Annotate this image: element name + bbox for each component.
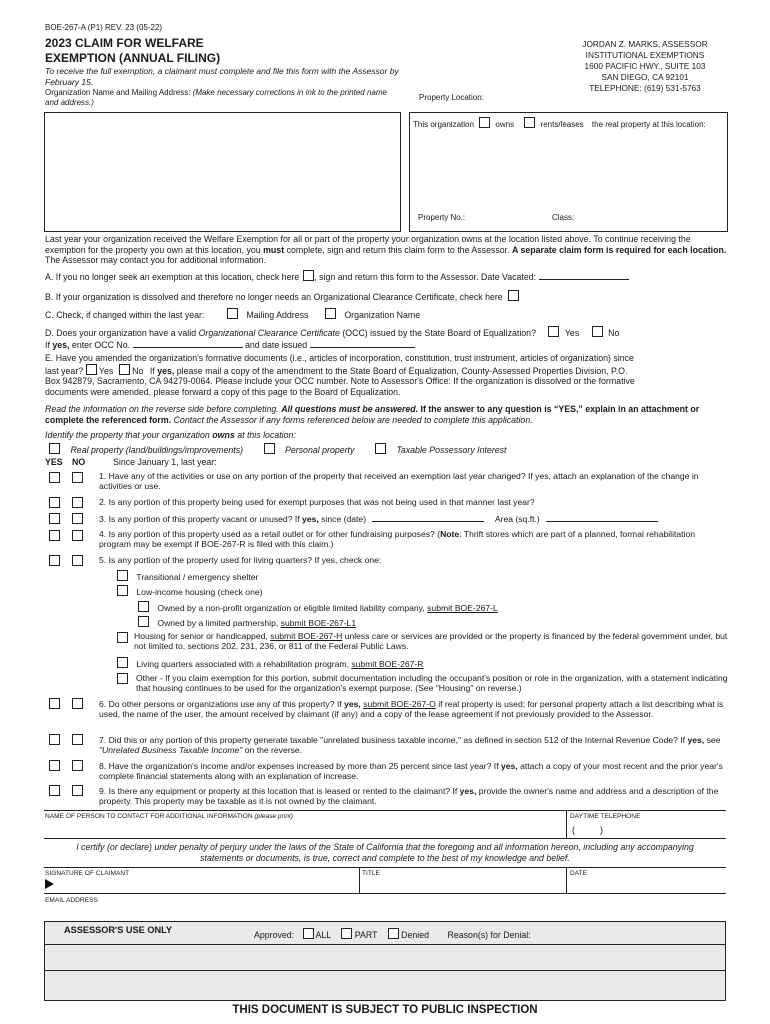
personal-property-label: Personal property bbox=[284, 445, 355, 455]
d-date-issued: and date issued bbox=[245, 340, 308, 350]
amend-yes-checkbox[interactable] bbox=[86, 364, 97, 375]
senior-label-2: unless care or services are provided or the property is financed by the federal government under, but not limited to, sections 202, 231, 236, or 811 of the Federal Public Laws. bbox=[134, 631, 728, 651]
occ-yes-checkbox[interactable] bbox=[548, 326, 559, 337]
q6-no-checkbox[interactable] bbox=[72, 698, 83, 709]
q8-yes: yes, bbox=[500, 761, 518, 771]
occ-no-label: No bbox=[608, 328, 620, 338]
q7-italic: "Unrelated Business Taxable Income" bbox=[99, 745, 243, 755]
question-5 bbox=[99, 555, 727, 565]
q4-number: 4. bbox=[99, 529, 107, 539]
amend-yes-label: Yes bbox=[98, 365, 114, 376]
approved-all-checkbox[interactable] bbox=[303, 928, 314, 939]
owned-lp-checkbox[interactable] bbox=[138, 616, 149, 627]
ownership-suffix: the real property at this location: bbox=[591, 120, 706, 129]
property-box bbox=[409, 112, 728, 232]
question-6 bbox=[99, 699, 727, 719]
read-4: Contact the Assessor if any forms referenced below are needed to complete this application. bbox=[173, 414, 533, 425]
other-checkbox[interactable] bbox=[117, 673, 128, 684]
q5-yes-checkbox[interactable] bbox=[49, 555, 60, 566]
assessor-phone: TELEPHONE: (619) 531-5763 bbox=[589, 83, 701, 93]
q7-text-3: on the reverse. bbox=[244, 745, 303, 755]
rents-label: rents/leases bbox=[540, 120, 584, 129]
contact-label-text: NAME OF PERSON TO CONTACT FOR ADDITIONAL INFORMATION bbox=[45, 813, 253, 820]
b-checkbox[interactable] bbox=[508, 290, 519, 301]
title-field[interactable] bbox=[362, 879, 562, 893]
q3-no-checkbox[interactable] bbox=[72, 513, 83, 524]
senior-checkbox[interactable] bbox=[117, 632, 128, 643]
q2-no-checkbox[interactable] bbox=[72, 497, 83, 508]
section-a bbox=[45, 270, 629, 283]
col-yes-header: YES bbox=[45, 457, 63, 467]
signature-bottom-rule bbox=[44, 893, 726, 894]
q4-note: Note bbox=[440, 529, 460, 539]
q9-yes: yes, bbox=[459, 786, 477, 796]
real-property-checkbox[interactable] bbox=[49, 443, 60, 454]
identify-owns: owns bbox=[212, 430, 235, 440]
property-no-label: Property No.: bbox=[418, 213, 466, 222]
personal-property-checkbox[interactable] bbox=[264, 443, 275, 454]
taxable-possessory-checkbox[interactable] bbox=[375, 443, 386, 454]
q2-text: Is any portion of this property being used for exempt purposes that was not being used in that manner last year? bbox=[108, 497, 535, 507]
question-1 bbox=[99, 471, 727, 491]
identify-line bbox=[45, 430, 296, 441]
identify-1: Identify the property that your organization bbox=[45, 430, 210, 440]
q3-number: 3. bbox=[99, 514, 107, 524]
a-text: A. If you no longer seek an exemption at this location, check here bbox=[45, 272, 300, 282]
question-9 bbox=[99, 786, 727, 806]
occ-number-field[interactable] bbox=[133, 339, 243, 348]
org-name-checkbox[interactable] bbox=[325, 308, 336, 319]
signature-divider-1 bbox=[359, 867, 360, 893]
e-line2 bbox=[45, 364, 731, 377]
question-4 bbox=[99, 529, 727, 549]
rents-checkbox[interactable] bbox=[524, 117, 535, 128]
q2-yes-checkbox[interactable] bbox=[49, 497, 60, 508]
q6-yes: yes, bbox=[344, 699, 361, 709]
last-year-bold: A separate claim form is required for each location. bbox=[512, 244, 727, 255]
approved-label: Approved: bbox=[254, 930, 295, 940]
boe-267-o-link[interactable]: submit BOE-267-O bbox=[363, 699, 436, 709]
contact-label bbox=[45, 813, 293, 821]
mailing-address-box[interactable] bbox=[44, 112, 401, 232]
assessor-name: JORDAN Z. MARKS, ASSESSOR bbox=[582, 39, 708, 49]
title-label: TITLE bbox=[362, 870, 380, 877]
org-label: Organization Name and Mailing Address: bbox=[45, 88, 191, 97]
question-7 bbox=[99, 735, 727, 755]
low-income-label: Low-income housing (check one) bbox=[136, 587, 263, 597]
form-title-line2: EXEMPTION (ANNUAL FILING) bbox=[45, 51, 221, 65]
q3-since: since (date) bbox=[321, 514, 367, 524]
question-2 bbox=[99, 497, 727, 507]
email-field[interactable] bbox=[44, 905, 724, 919]
occ-no-checkbox[interactable] bbox=[592, 326, 603, 337]
read-instructions bbox=[45, 404, 731, 425]
denied-label: Denied bbox=[401, 930, 430, 940]
ownership-prefix: This organization bbox=[413, 120, 474, 129]
q7-see: see bbox=[706, 735, 721, 745]
e-line4: documents were amended, please forward a copy of this page to the Board of Equalization. bbox=[45, 386, 401, 397]
senior-label: Housing for senior or handicapped, bbox=[134, 631, 268, 641]
q5-number: 5. bbox=[99, 555, 107, 565]
occ-date-field[interactable] bbox=[310, 339, 415, 348]
d-enter-occ: enter OCC No. bbox=[71, 340, 131, 350]
q5-text: Is any portion of the property used for living quarters? If yes, check one: bbox=[108, 555, 382, 565]
q7-yes-checkbox[interactable] bbox=[49, 734, 60, 745]
q5-option-low-income bbox=[117, 585, 263, 597]
boe-267-r-link[interactable]: submit BOE-267-R bbox=[351, 659, 424, 669]
assessor-city: SAN DIEGO, CA 92101 bbox=[601, 72, 689, 82]
transitional-checkbox[interactable] bbox=[117, 570, 128, 581]
email-label: EMAIL ADDRESS bbox=[45, 897, 98, 904]
owns-label: owns bbox=[495, 120, 515, 129]
contact-bottom-rule bbox=[44, 838, 726, 839]
q5-option-senior bbox=[134, 631, 728, 651]
public-inspection-footer: THIS DOCUMENT IS SUBJECT TO PUBLIC INSPECTION bbox=[232, 1004, 538, 1016]
assessor-use-label: ASSESSOR'S USE ONLY bbox=[64, 925, 173, 935]
section-e bbox=[45, 353, 731, 397]
q6-text: Do other persons or organizations use any of this property? If bbox=[108, 699, 342, 709]
q9-no-checkbox[interactable] bbox=[72, 785, 83, 796]
q8-text: Have the organization's income and/or expenses increased by more than 25 percent since last year? If bbox=[108, 761, 499, 771]
q3-area: Area (sq.ft.) bbox=[494, 514, 540, 524]
q1-no-checkbox[interactable] bbox=[72, 472, 83, 483]
c-text: C. Check, if changed within the last year: bbox=[45, 310, 205, 320]
property-type-line bbox=[49, 443, 507, 456]
date-vacated-field[interactable] bbox=[539, 270, 629, 280]
signature-field[interactable] bbox=[56, 878, 356, 892]
c-mail-label: Mailing Address bbox=[246, 310, 309, 320]
property-location-label: Property Location: bbox=[419, 93, 484, 102]
signature-top-rule bbox=[44, 867, 726, 868]
read-3: If the answer to any question is “YES,” explain in an attachment or complete the referenced form. bbox=[45, 404, 700, 425]
e-line2-text: please mail a copy of the amendment to the State Board of Equalization, County-Assessed Properties Division, P.O. bbox=[176, 365, 628, 376]
d-text-1: D. Does your organization have a valid bbox=[45, 328, 197, 338]
q3-yes-checkbox[interactable] bbox=[49, 513, 60, 524]
rehab-checkbox[interactable] bbox=[117, 657, 128, 668]
owned-nonprofit-label: Owned by a non-profit organization or eligible limited liability company, bbox=[157, 603, 425, 613]
col-no-header: NO bbox=[72, 457, 86, 467]
q5-no-checkbox[interactable] bbox=[72, 555, 83, 566]
q1-yes-checkbox[interactable] bbox=[49, 472, 60, 483]
q8-yes-checkbox[interactable] bbox=[49, 760, 60, 771]
q9-text-2: provide the owner's name and address and a description of the property. This property may be taxable as it is not owned by the claimant. bbox=[99, 786, 719, 806]
boe-267-l1-link[interactable]: submit BOE-267-L1 bbox=[280, 618, 357, 628]
q6-yes-checkbox[interactable] bbox=[49, 698, 60, 709]
last-year-text-1: Last year your organization received the Welfare Exemption for all or part of the property your organization owns at the location listed above. To continue receiving the exemption for the property you own at this location, you bbox=[45, 234, 691, 255]
last-year-paragraph bbox=[45, 234, 729, 266]
owns-checkbox[interactable] bbox=[479, 117, 490, 128]
intro-text: To receive the full exemption, a claimant must complete and file this form with the Assessor by February 15. bbox=[45, 66, 399, 87]
taxable-possessory-label: Taxable Possessory Interest bbox=[396, 445, 507, 455]
q3-yes: yes, bbox=[302, 514, 319, 524]
denied-checkbox[interactable] bbox=[388, 928, 399, 939]
d-yes: yes, bbox=[52, 340, 70, 350]
low-income-checkbox[interactable] bbox=[117, 585, 128, 596]
approved-all-label: ALL bbox=[315, 930, 331, 940]
q4-text-2: : Thrift stores which are part of a planned, formal rehabilitation program may be exempt if BOE-267-R is filed with this claim.) bbox=[99, 529, 696, 549]
a-text-2: , sign and return this form to the Assessor. Date Vacated: bbox=[314, 272, 537, 282]
q5-option-owned-lp bbox=[138, 616, 356, 628]
section-b bbox=[45, 290, 519, 303]
d-text-2: (OCC) issued by the State Board of Equalization? bbox=[342, 328, 536, 338]
date-field[interactable] bbox=[570, 879, 724, 893]
q8-text-2: attach a copy of your most recent and the prior year's complete financial statements along with an explanation of increase. bbox=[99, 761, 723, 781]
section-d bbox=[45, 326, 619, 339]
e-last-year: last year? bbox=[45, 365, 84, 376]
daytime-phone-field[interactable]: ( ) bbox=[572, 825, 603, 835]
since-label: Since January 1, last year: bbox=[113, 457, 217, 467]
amend-no-checkbox[interactable] bbox=[119, 364, 130, 375]
contact-divider bbox=[566, 810, 567, 838]
c-org-label: Organization Name bbox=[344, 310, 421, 320]
e-yes: yes, bbox=[157, 365, 175, 376]
mailing-address-checkbox[interactable] bbox=[227, 308, 238, 319]
form-id: BOE-267-A (P1) REV. 23 (05-22) bbox=[45, 23, 163, 32]
section-c bbox=[45, 308, 420, 321]
boe-267-l-link[interactable]: submit BOE-267-L bbox=[427, 603, 498, 613]
q9-number: 9. bbox=[99, 786, 107, 796]
q5-option-transitional bbox=[117, 570, 258, 582]
q6-number: 6. bbox=[99, 699, 107, 709]
q4-no-checkbox[interactable] bbox=[72, 530, 83, 541]
last-year-text-2: complete, sign and return this claim form to the Assessor. bbox=[286, 244, 510, 255]
q7-text: Did this or any portion of this property generate taxable "unrelated business taxable income," as defined in section 512 of the Internal Revenue Code? If bbox=[108, 735, 686, 745]
question-8 bbox=[99, 761, 727, 781]
org-note: (Make necessary corrections in ink to the printed name and address.) bbox=[45, 88, 387, 107]
contact-top-rule bbox=[44, 810, 726, 811]
read-2: All questions must be answered. bbox=[281, 404, 419, 414]
q7-no-checkbox[interactable] bbox=[72, 734, 83, 745]
contact-name-field[interactable] bbox=[44, 822, 564, 838]
occ-yes-label: Yes bbox=[564, 328, 580, 338]
rehab-label: Living quarters associated with a rehabilitation program, bbox=[136, 659, 349, 669]
q7-yes: yes, bbox=[687, 735, 705, 745]
q4-yes-checkbox[interactable] bbox=[49, 530, 60, 541]
org-address-label bbox=[45, 88, 400, 108]
last-year-must: must bbox=[263, 244, 285, 255]
certification-text: I certify (or declare) under penalty of perjury under the laws of the State of California that the foregoing and all information hereon, including any accompanying statements or documents, is true, correct and complete to the best of my knowledge and belief. bbox=[76, 842, 694, 863]
approval-line bbox=[254, 928, 531, 941]
a-checkbox[interactable] bbox=[303, 270, 314, 281]
boe-267-h-link[interactable]: submit BOE-267-H bbox=[270, 631, 343, 641]
section-d-line2 bbox=[45, 339, 415, 351]
read-1: Read the information on the reverse side before completing. bbox=[45, 404, 279, 414]
denial-reasons-label: Reason(s) for Denial: bbox=[447, 930, 531, 940]
q5-option-owned-nonprofit bbox=[138, 601, 498, 613]
form-title-line1: 2023 CLAIM FOR WELFARE bbox=[45, 36, 204, 50]
approved-part-checkbox[interactable] bbox=[341, 928, 352, 939]
transitional-label: Transitional / emergency shelter bbox=[136, 572, 259, 582]
e-line3: Box 942879, Sacramento, CA 94279-0064. Please include your OCC number. Note to Assessor's Office: If the organization is dissolved or the formative bbox=[45, 376, 635, 387]
q9-yes-checkbox[interactable] bbox=[49, 785, 60, 796]
assessor-rule-2 bbox=[44, 970, 726, 971]
q8-no-checkbox[interactable] bbox=[72, 760, 83, 771]
q3-text: Is any portion of this property vacant or unused? If bbox=[108, 514, 300, 524]
q6-text-2: if real property is used; for personal property attach a list describing what is used, the name of the user, the amount received by claimant (if any) and a copy of the lease agreement if not previously provided to the Assessor. bbox=[99, 699, 724, 719]
daytime-label: DAYTIME TELEPHONE bbox=[570, 813, 641, 820]
q1-number: 1. bbox=[99, 471, 107, 481]
e-if: If bbox=[149, 365, 155, 376]
q8-number: 8. bbox=[99, 761, 107, 771]
owned-lp-label: Owned by a limited partnership, bbox=[157, 618, 279, 628]
e-line1: E. Have you amended the organization's formative documents (i.e., articles of incorporation, constitution, trust instrument, articles of organization) since bbox=[45, 353, 634, 363]
assessor-rule-1 bbox=[44, 944, 726, 945]
assessor-address bbox=[570, 39, 720, 94]
signature-arrow-icon bbox=[45, 879, 54, 889]
q7-number: 7. bbox=[99, 735, 107, 745]
d-if: If bbox=[45, 340, 50, 350]
q1-text: Have any of the activities or use on any portion of the property that received an exemption last year changed? If yes, attach an explanation of the change in activities or use. bbox=[99, 471, 699, 491]
contact-label-note: (please print) bbox=[254, 813, 293, 820]
class-label: Class: bbox=[552, 213, 575, 222]
amend-no-label: No bbox=[132, 365, 144, 376]
ownership-line bbox=[413, 117, 706, 130]
q9-text: Is there any equipment or property at this location that is leased or rented to the claimant? If bbox=[108, 786, 458, 796]
q3-area-field[interactable] bbox=[546, 513, 658, 522]
q5-option-rehab bbox=[117, 657, 423, 669]
date-label: DATE bbox=[570, 870, 588, 877]
last-year-text-3: The Assessor may contact you for additional information. bbox=[45, 255, 267, 265]
q4-text: Is any portion of this property used as a retail outlet or for other fundraising purposes? ( bbox=[108, 529, 441, 539]
signature-divider-2 bbox=[566, 867, 567, 893]
approved-part-label: PART bbox=[354, 930, 378, 940]
d-italic: Organizational Clearance Certificate bbox=[198, 328, 340, 338]
owned-nonprofit-checkbox[interactable] bbox=[138, 601, 149, 612]
q2-number: 2. bbox=[99, 497, 107, 507]
question-3 bbox=[99, 513, 727, 524]
signature-label: SIGNATURE OF CLAIMANT bbox=[45, 870, 130, 877]
assessor-dept: INSTITUTIONAL EXEMPTIONS bbox=[585, 50, 705, 60]
real-property-label: Real property (land/buildings/improvements) bbox=[70, 445, 244, 455]
q3-date-field[interactable] bbox=[372, 513, 484, 522]
q5-option-other: Other - If you claim exemption for this portion, submit documentation including the occupant's position or role in the organization, with a statement indicating that housing continues to be used for the organization's exempt purpose. (See "Housing" on reverse.) bbox=[136, 673, 728, 693]
b-text: B. If your organization is dissolved and therefore no longer needs an Organizational Clearance Certificate, check here bbox=[45, 292, 503, 302]
identify-2: at this location: bbox=[237, 430, 296, 440]
assessor-street: 1600 PACIFIC HWY., SUITE 103 bbox=[584, 61, 706, 71]
